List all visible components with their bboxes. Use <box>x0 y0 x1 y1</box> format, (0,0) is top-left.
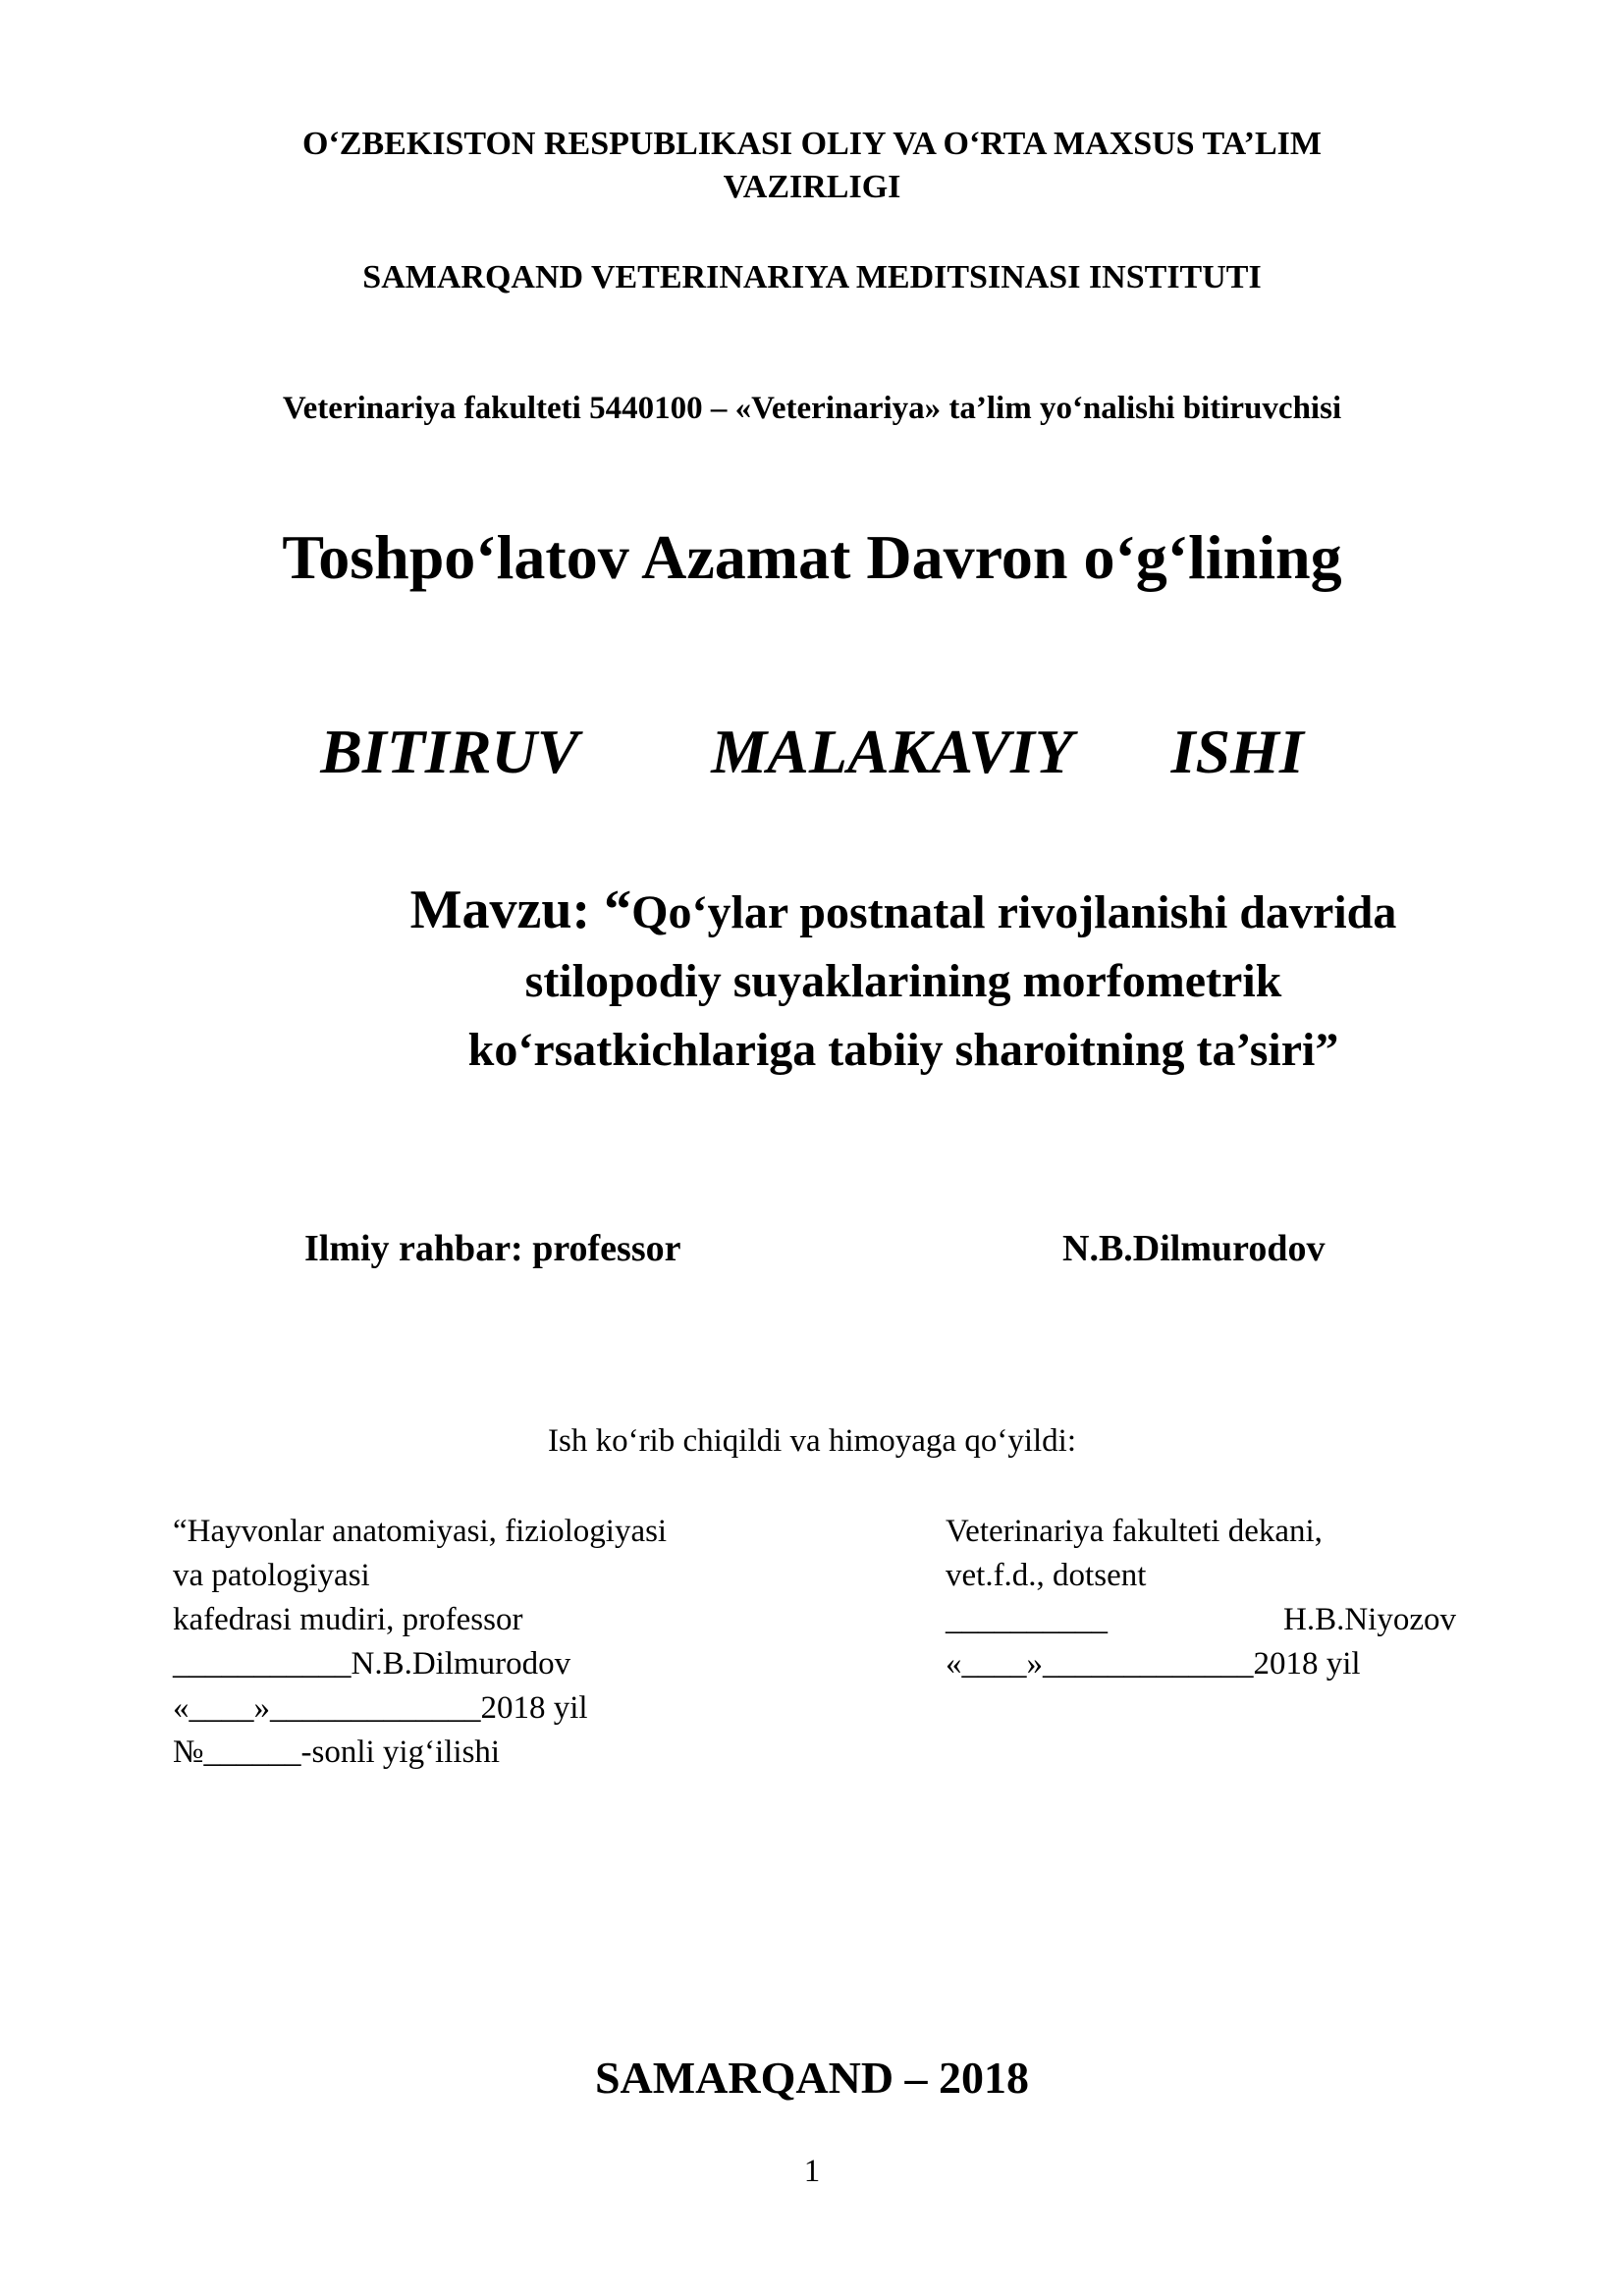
department-approval-block <box>173 1510 762 1775</box>
dept-signature-line: ___________N.B.Dilmurodov <box>173 1646 571 1682</box>
supervisor-label: Ilmiy rahbar: professor <box>304 1228 681 1269</box>
topic-line-1-text: Qo‘ylar postnatal rivojlanishi davrida <box>631 886 1397 938</box>
topic-line-3: ko‘rsatkichlariga tabiiy sharoitning ta’siri” <box>467 1024 1339 1076</box>
dean-signature-blank: __________ <box>946 1602 1108 1637</box>
dean-name: H.B.Niyozov <box>1283 1602 1456 1637</box>
author-name: Toshpo‘latov Azamat Davron o‘g‘lining <box>282 522 1342 592</box>
dept-line-3: kafedrasi mudiri, professor <box>173 1602 523 1637</box>
reviewed-note: Ish ko‘rib chiqildi va himoyaga qo‘yildi: <box>548 1423 1076 1459</box>
topic-block <box>295 876 1512 1085</box>
topic-line-2: stilopodiy suyaklarining morfometrik <box>524 955 1282 1007</box>
supervisor-name: N.B.Dilmurodov <box>1062 1228 1326 1269</box>
dean-line-2: vet.f.d., dotsent <box>946 1558 1147 1593</box>
ministry-line-2: VAZIRLIGI <box>723 169 901 205</box>
dept-meeting-number-line: №______-sonli yig‘ilishi <box>173 1735 501 1770</box>
page-number: 1 <box>803 2154 821 2189</box>
dean-signature-line <box>946 1598 1456 1642</box>
dean-date-line: «____»_____________2018 yil <box>946 1646 1361 1682</box>
institute-heading: SAMARQAND VETERINARIYA MEDITSINASI INSTITUTI <box>362 259 1262 295</box>
dept-date-line: «____»_____________2018 yil <box>173 1690 588 1726</box>
topic-line-1 <box>295 876 1512 947</box>
dean-approval-block <box>946 1510 1456 1686</box>
dean-line-1: Veterinariya fakulteti dekani, <box>946 1514 1323 1549</box>
dept-line-2: va patologiyasi <box>173 1558 370 1593</box>
dept-line-1: “Hayvonlar anatomiyasi, fiziologiyasi <box>173 1514 668 1549</box>
ministry-line-1: O‘ZBEKISTON RESPUBLIKASI OLIY VA O‘RTA MAXSUS TA’LIM <box>302 126 1322 162</box>
faculty-line: Veterinariya fakulteti 5440100 – «Veterinariya» ta’lim yo‘nalishi bitiruvchisi <box>282 391 1342 426</box>
work-type-title: BITIRUV MALAKAVIY ISHI <box>320 717 1304 786</box>
city-year: SAMARQAND – 2018 <box>594 2053 1030 2103</box>
topic-prefix: Mavzu: “ <box>409 880 632 940</box>
ministry-heading <box>0 123 1624 209</box>
